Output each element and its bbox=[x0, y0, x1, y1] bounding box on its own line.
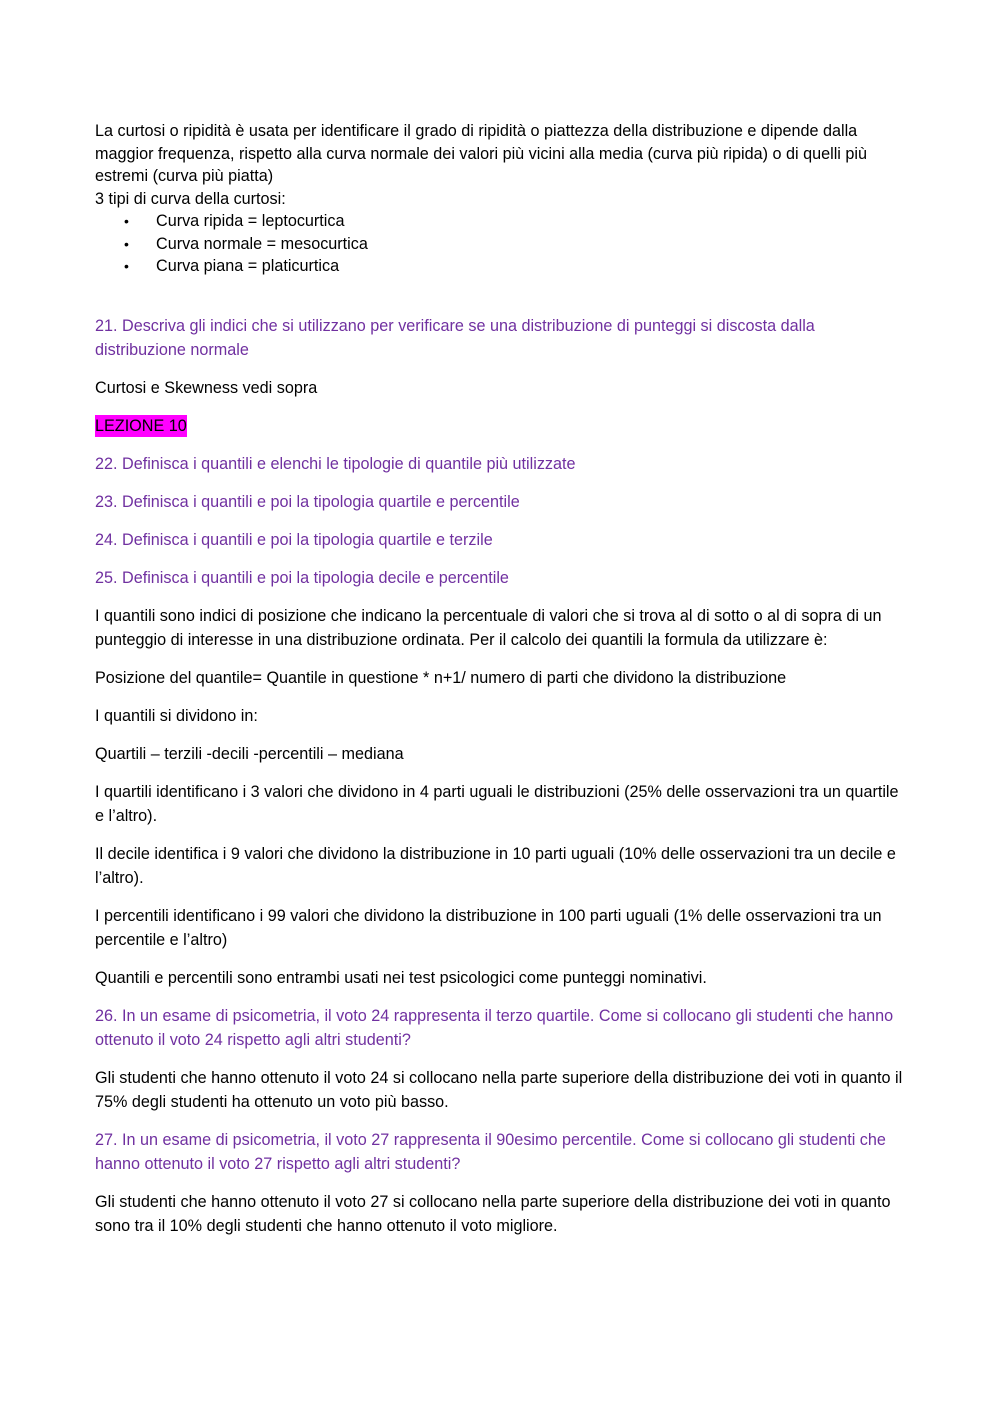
answer-26: Gli studenti che hanno ottenuto il voto 24 si collocano nella parte superiore della distribuzione dei voti in quanto il 75% degli studenti ha ottenuto un voto più basso. bbox=[95, 1068, 903, 1111]
lesson-heading bbox=[95, 414, 905, 438]
answer-paragraph: Quartili – terzili -decili -percentili – mediana bbox=[95, 744, 404, 763]
question-27: 27. In un esame di psicometria, il voto 27 rappresenta il 90esimo percentile. Come si collocano gli studenti che hanno ottenuto il voto 27 rispetto agli altri studenti? bbox=[95, 1130, 886, 1173]
answer-paragraph: I quantili sono indici di posizione che indicano la percentuale di valori che si trova al di sotto o al di sopra di un punteggio di interesse in una distribuzione ordinata. Per il calcolo dei quantili la formula da utilizzare è: bbox=[95, 606, 882, 649]
question-23: 23. Definisca i quantili e poi la tipologia quartile e percentile bbox=[95, 492, 520, 511]
question-22: 22. Definisca i quantili e elenchi le tipologie di quantile più utilizzate bbox=[95, 454, 576, 473]
page-content bbox=[95, 120, 905, 1238]
question-21: 21. Descriva gli indici che si utilizzano per verificare se una distribuzione di punteggi si discosta dalla distribuzione normale bbox=[95, 316, 815, 359]
curve-types-title: 3 tipi di curva della curtosi: bbox=[95, 189, 286, 208]
bullet-icon: • bbox=[124, 258, 129, 274]
question-24: 24. Definisca i quantili e poi la tipologia quartile e terzile bbox=[95, 530, 493, 549]
lesson-highlight: LEZIONE 10 bbox=[95, 416, 187, 435]
answer-paragraph: I percentili identificano i 99 valori che dividono la distribuzione in 100 parti uguali (1% delle osservazioni tra un percentile e l’altro) bbox=[95, 906, 882, 949]
question-25: 25. Definisca i quantili e poi la tipologia decile e percentile bbox=[95, 568, 509, 587]
curtosi-paragraph: La curtosi o ripidità è usata per identificare il grado di ripidità o piattezza della distribuzione e dipende dalla maggior frequenza, rispetto alla curva normale dei valori più vicini alla media (curva più ripida) o di quelli più estremi (curva più piatta) bbox=[95, 122, 867, 185]
list-item: • Curva normale = mesocurtica bbox=[95, 233, 905, 256]
answer-paragraph: I quartili identificano i 3 valori che dividono in 4 parti uguali le distribuzioni (25% delle osservazioni tra un quartile e l’altro). bbox=[95, 782, 899, 825]
answer-paragraph: Quantili e percentili sono entrambi usati nei test psicologici come punteggi nominativi. bbox=[95, 968, 707, 987]
answer-paragraph: Il decile identifica i 9 valori che dividono la distribuzione in 10 parti uguali (10% delle osservazioni tra un decile e l’altro). bbox=[95, 844, 896, 887]
answer-paragraph: I quantili si dividono in: bbox=[95, 706, 258, 725]
answer-21: Curtosi e Skewness vedi sopra bbox=[95, 378, 318, 397]
answer-27: Gli studenti che hanno ottenuto il voto 27 si collocano nella parte superiore della distribuzione dei voti in quanto sono tra il 10% degli studenti che hanno ottenuto il voto migliore. bbox=[95, 1192, 891, 1235]
list-item: • Curva ripida = leptocurtica bbox=[95, 210, 905, 233]
bullet-icon: • bbox=[124, 213, 129, 229]
curtosi-section bbox=[95, 120, 905, 278]
bullet-icon: • bbox=[124, 235, 129, 252]
answer-paragraph: Posizione del quantile= Quantile in questione * n+1/ numero di parti che dividono la distribuzione bbox=[95, 668, 787, 687]
curve-types-list bbox=[95, 210, 905, 278]
question-26: 26. In un esame di psicometria, il voto 24 rappresenta il terzo quartile. Come si collocano gli studenti che hanno ottenuto il voto 24 rispetto agli altri studenti? bbox=[95, 1006, 894, 1049]
list-item: • Curva piana = platicurtica bbox=[95, 255, 905, 278]
